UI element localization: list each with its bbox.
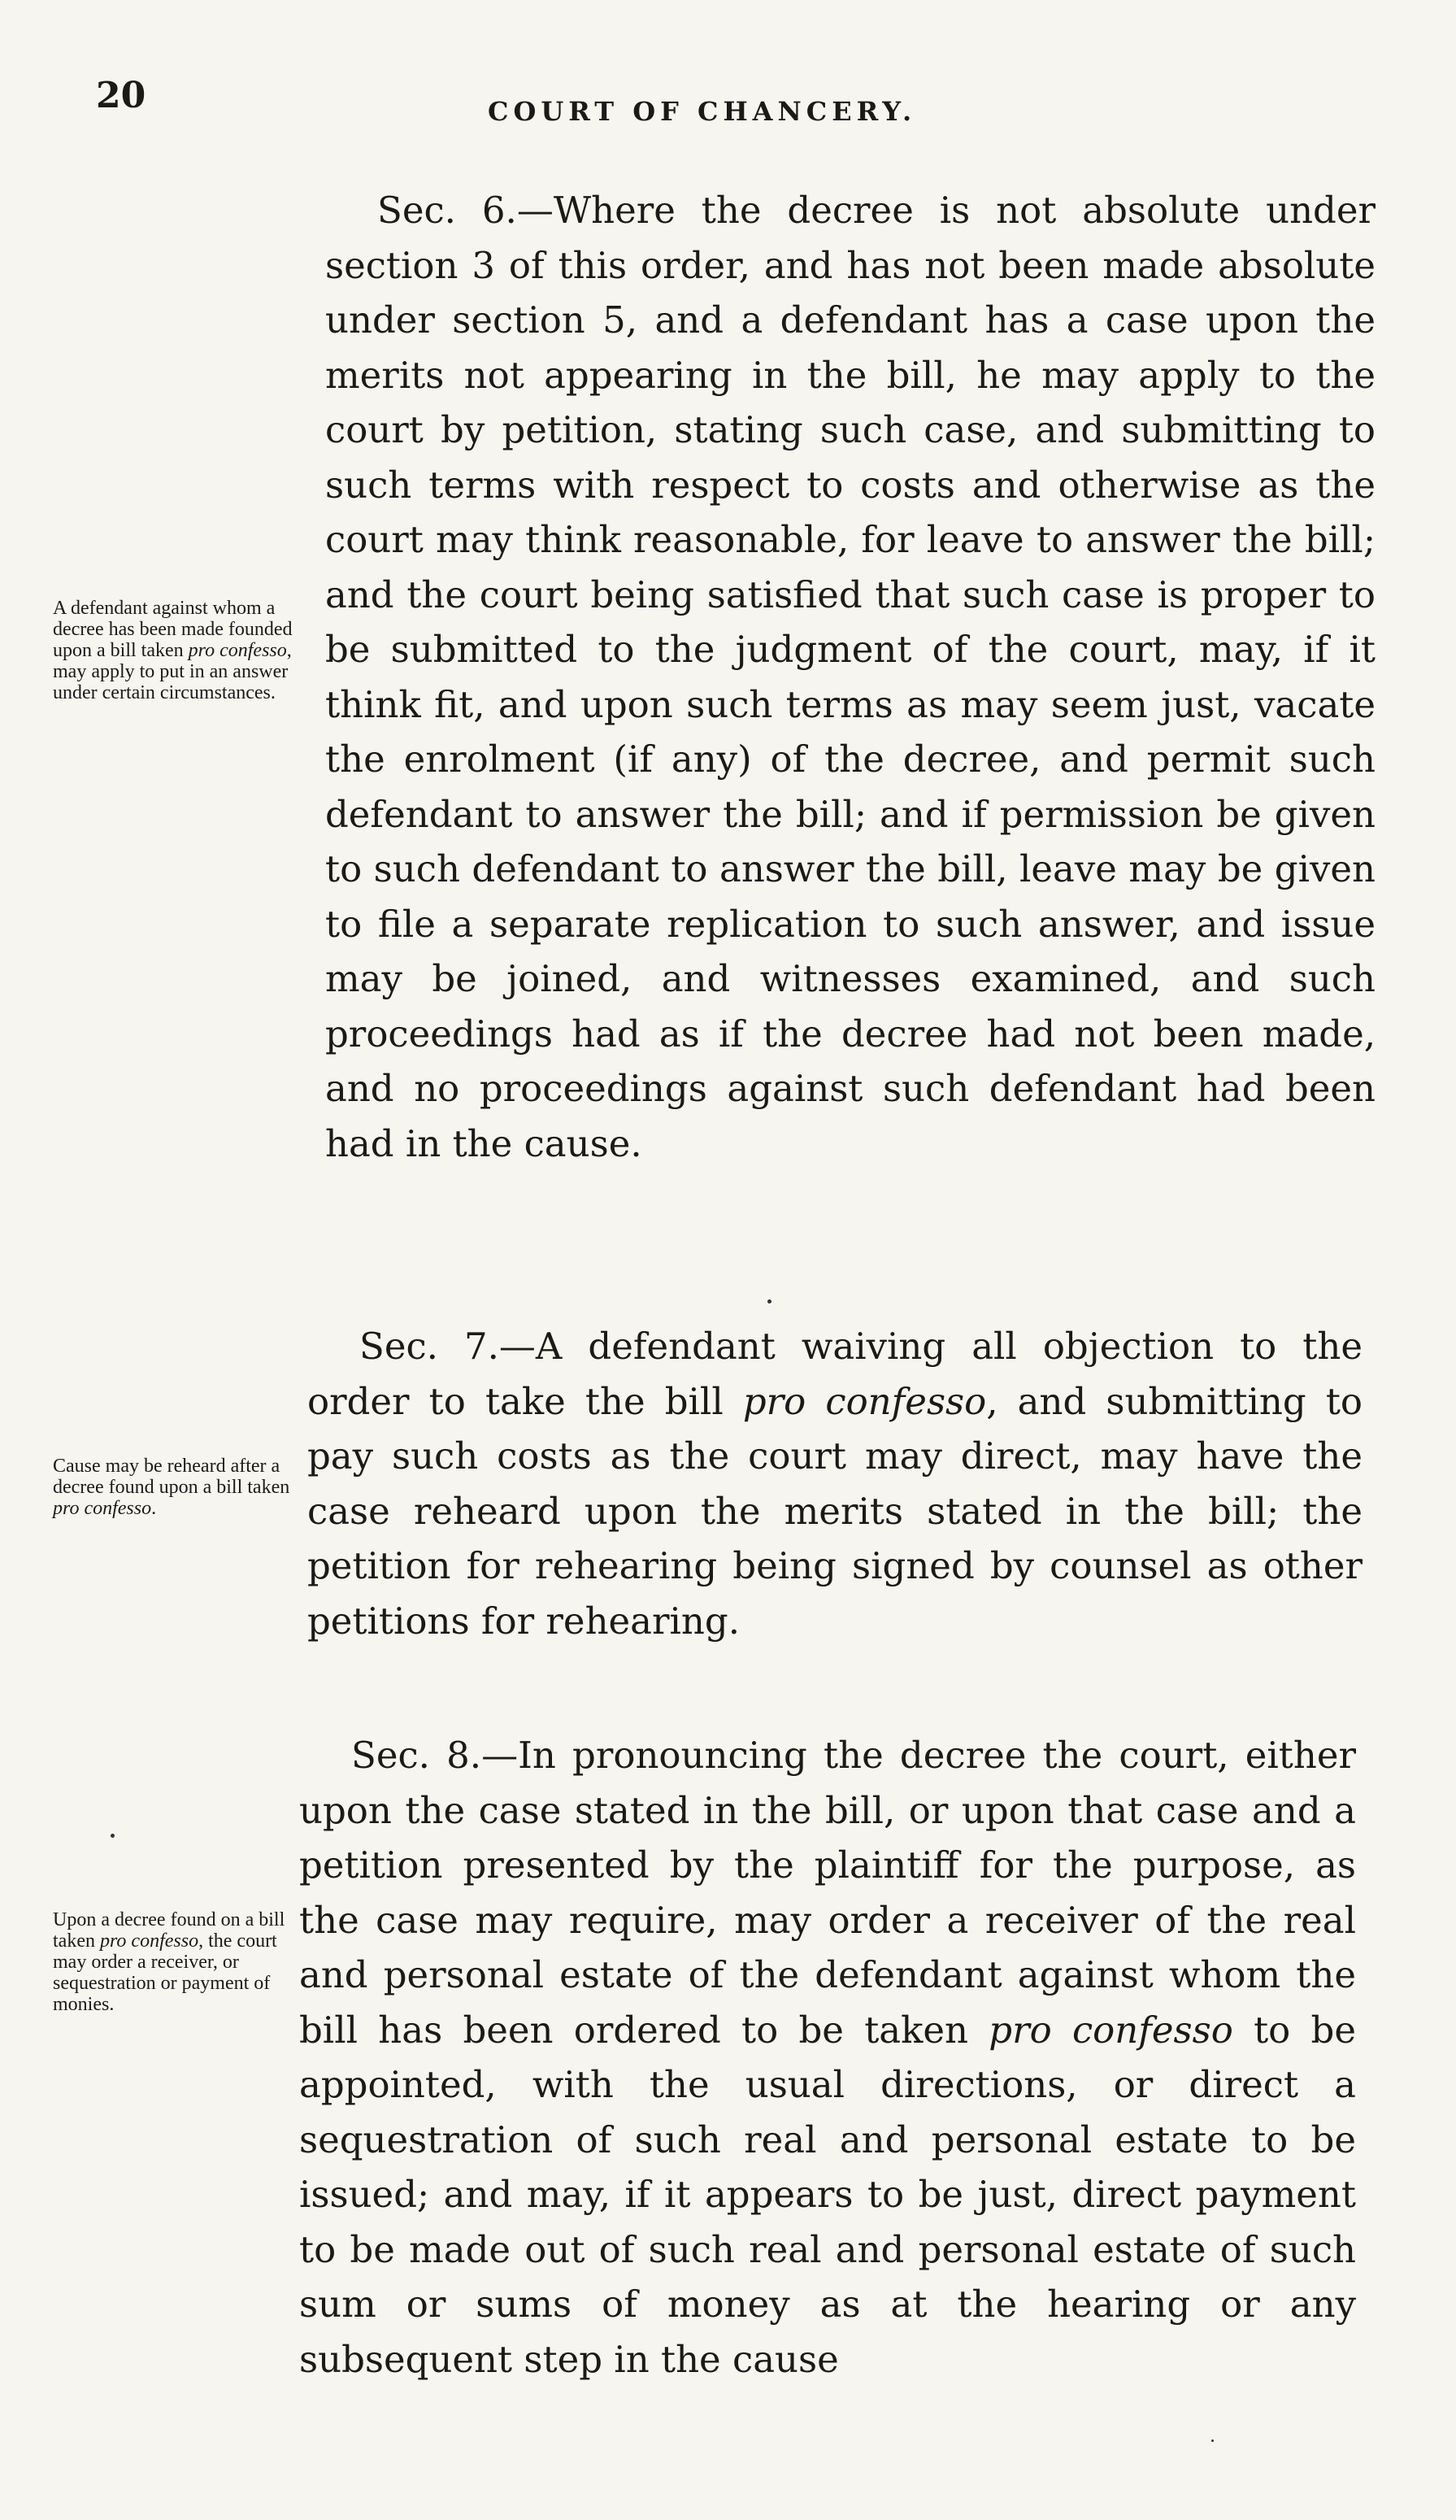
section-7-body-b: , and submitting to pay such costs as the court may direct, may have the case reheard upon the merits stated in the bill; the petition for rehearing being signed by counsel as other petitions for rehearing. — [307, 1379, 1363, 1643]
section-8-text — [299, 1728, 1356, 2387]
section-8-body-a: —In pronouncing the decree the court, either upon the case stated in the bill, or upon that case and a petition presented by the plaintiff for the purpose, as the case may require, may order a receiver of the real and personal estate of the defendant against whom the bill has been ordered to be taken — [299, 1734, 1356, 2052]
section-6-body: —Where the decree is not absolute under section 3 of this order, and has not been made absolute under section 5, and a defendant has a case upon the merits not appearing in the bill, he may apply to the court by petition, stating such case, and submitting to such terms with respect to costs and otherwise as the court may think reasonable, for leave to answer the bill; and the court being satisfied that such case is proper to be submitted to the judgment of the court, may, if it think fit, and upon such terms as may seem just, vacate the enrolment (if any) of the decree, and permit such defendant to answer the bill; and if permission be given to such defendant to answer the bill, leave may be given to file a separate replication to such answer, and issue may be joined, and witnesses examined, and such proceedings had as if the decree had not been made, and no proceedings against such defendant had been had in the cause. — [325, 189, 1376, 1165]
section-7-text — [307, 1319, 1363, 1648]
section-6-text — [325, 183, 1376, 1171]
page-number: 20 — [96, 75, 146, 116]
section-7-body-italic: pro confesso — [742, 1379, 987, 1423]
section-6-sidenote: A defendant against whom a decree has been made founded upon a bill taken pro confesso, may apply to put in an answer under certain circumstances. — [53, 598, 293, 703]
section-8-sidenote: Upon a decree found on a bill taken pro confesso, the court may order a receiver, or sequestration or payment of monies. — [53, 1909, 285, 2015]
section-7-lead: Sec. 7. — [359, 1325, 499, 1368]
ornament-dot — [767, 1299, 771, 1304]
section-8-body-b: to be appointed, with the usual directions, or direct a sequestration of such real and personal estate to be issued; and may, if it appears to be just, direct payment to be made out of such real and personal estate of such sum or sums of money as at the hearing or any subsequent step in the cause — [299, 2008, 1356, 2381]
section-6-lead: Sec. 6. — [377, 189, 517, 232]
running-head: COURT OF CHANCERY. — [488, 96, 917, 127]
section-7-sidenote: Cause may be reheard after a decree found upon a bill taken pro confesso. — [53, 1456, 290, 1519]
margin-dot-bottom — [1211, 2439, 1214, 2442]
margin-dot — [111, 1834, 115, 1838]
section-7-body-a: —A defendant waiving all objection to the order to take the bill — [307, 1325, 1363, 1423]
section-8-lead: Sec. 8. — [351, 1734, 482, 1777]
section-8-body-italic: pro confesso — [989, 2008, 1233, 2052]
